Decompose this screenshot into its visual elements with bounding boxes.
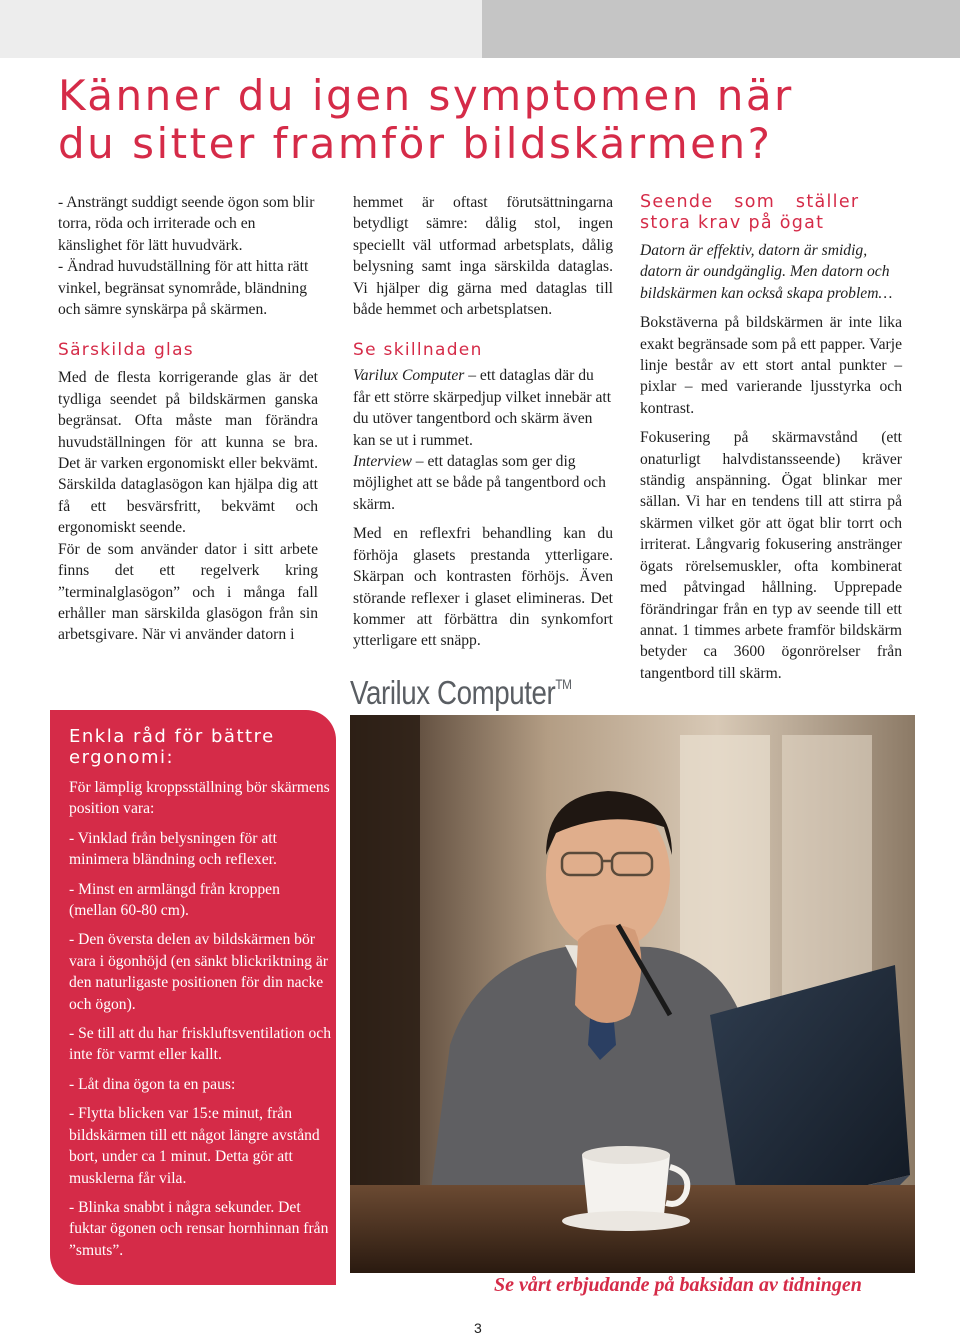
tips-title: Enkla råd för bättre ergonomi: bbox=[69, 726, 275, 768]
section-heading-special-glasses: Särskilda glas bbox=[58, 340, 194, 361]
interview-paragraph bbox=[353, 451, 613, 515]
man-hand bbox=[575, 924, 641, 1023]
symptom-posture-paragraph: - Ändrad huvudställning för att hitta rätt vinkel, begränsat synområde, bländning och sämre synskärpa på skärmen. bbox=[58, 258, 309, 319]
varilux-computer-term: Varilux Computer bbox=[353, 367, 465, 385]
tip-item: - Minst en armlängd från kroppen (mellan 60-80 cm). bbox=[69, 880, 280, 920]
tip-item: - Flytta blicken var 15:e minut, från bildskärmen till ett något längre avstånd bort, under ca 1 minut. Detta gör att musklerna får vila. bbox=[69, 1105, 320, 1187]
page-title bbox=[58, 72, 918, 168]
man-at-laptop-photo bbox=[350, 715, 915, 1273]
home-conditions-paragraph: hemmet är oftast förutsättningarna betydligt sämre: dålig stol, ingen speciellt väl utformad arbetsplats, dålig belysning samt inga särskilda dataglas. Vi hjälper dig gärna med dataglas till både hemmet och arbetsplatsen. bbox=[353, 194, 613, 319]
intro-paragraph: Datorn är effektiv, datorn är smidig, datorn är oundgänglig. Men datorn och bildskärmen kan också skapa problem… bbox=[640, 242, 893, 302]
column-1 bbox=[58, 192, 318, 646]
varilux-computer-logo bbox=[350, 674, 572, 712]
special-glasses-paragraph: Med de flesta korrigerande glas är det tydliga seendet på bildskärmen ganska begränsat. Ofta måste man förändra huvudställningen för att kunna se bra. Det är varken ergonomiskt eller bekvämt. Särskilda dataglasögon kan hjälpa dig att få ett besvärsfritt, bekvämt och ergonomiskt seende. bbox=[58, 369, 318, 537]
symptom-eyes-paragraph: - Ansträngt suddigt seende ögon som blir torra, röda och irriterade och en känslighet för lätt huvudvärk. bbox=[58, 194, 315, 254]
offer-caption: Se vårt erbjudande på baksidan av tidningen bbox=[494, 1274, 862, 1296]
interview-term: Interview bbox=[353, 453, 412, 471]
column-3 bbox=[640, 192, 902, 684]
cup-rim bbox=[582, 1146, 670, 1164]
tip-item: - Låt dina ögon ta en paus: bbox=[69, 1075, 236, 1093]
varilux-computer-text: – ett dataglas där du får ett större skärpedjup vilket innebär att du utöver tangentbord och skärm även kan se ut i rummet. bbox=[353, 367, 612, 449]
pixels-paragraph: Bokstäverna på bildskärmen är inte lika exakt begränsade som på ett papper. Varje linje består av ett stort antal punkter – pixlar – med varierande ljusstyrka och kontrast. bbox=[640, 314, 902, 417]
varilux-computer-paragraph bbox=[353, 365, 613, 451]
focusing-paragraph: Fokusering på skärmavstånd (ett onaturligt halvdistansseende) kräver ständig anspänning. Ögat blinkar mer sällan. Vi har en tendens till att stirra på skärmen vilket gör att ögat blir torrt och irriterat. Långvarig fokusering anstränger ögats rörelsemuskler, ofta kombinerat med påtvingad hållning. Upprepade förändringar från en typ av seende till ett annat. 1 timmes arbete framför bildskärm betyder ca 3600 ögonrörelser från tangentbord till skärm. bbox=[640, 429, 902, 682]
section-heading-see-difference: Se skillnaden bbox=[353, 340, 483, 361]
ergonomics-tips-box bbox=[50, 710, 336, 1285]
heading-line-1: Seende som ställer bbox=[640, 192, 860, 212]
heading-line-2: stora krav på ögat bbox=[640, 213, 825, 233]
interview-text: – ett dataglas som ger dig möjlighet att se både på tangentbord och skärm. bbox=[353, 453, 606, 513]
window-light bbox=[782, 735, 872, 1015]
tip-item: - Den översta delen av bildskärmen bör vara i ögonhöjd (en sänkt blickriktning är den naturligaste positionen för din nacke och ögon). bbox=[69, 931, 328, 1013]
section-heading-demanding-vision bbox=[640, 192, 902, 234]
trademark-mark: TM bbox=[555, 676, 572, 692]
tips-list bbox=[69, 777, 331, 1269]
page-title-line-1: Känner du igen symptomen när bbox=[58, 71, 794, 120]
column-2 bbox=[353, 192, 613, 652]
logo-text: Varilux Computer bbox=[350, 674, 556, 711]
tip-item: För lämplig kroppsställning bör skärmens position vara: bbox=[69, 779, 330, 818]
tip-item: - Se till att du har friskluftsventilation och inte för varmt eller kallt. bbox=[69, 1025, 332, 1064]
page-title-line-2: du sitter framför bildskärmen? bbox=[58, 119, 773, 168]
tip-item: - Blinka snabbt i några sekunder. Det fuktar ögonen och rensar hornhinnan från ”smuts”. bbox=[69, 1198, 329, 1259]
antireflex-paragraph: Med en reflexfri behandling kan du förhöja glasets prestanda ytterligare. Skärpan och kontrasten förhöjs. Även störande reflexer i glaset elimineras. Det kommer att förbättra din synkomfort ytterligare ett snäpp. bbox=[353, 525, 613, 650]
page-number: 3 bbox=[474, 1320, 482, 1336]
terminal-glasses-paragraph: För de som använder dator i sitt arbete finns det ett regelverk kring ”terminalglasögon” och i många fall erhåller man särskilda glasögon från sin arbetsgivare. När vi använder datorn i bbox=[58, 540, 318, 644]
top-band-light bbox=[0, 0, 482, 58]
cup-saucer bbox=[562, 1211, 690, 1231]
top-band-dark bbox=[482, 0, 960, 58]
tip-item: - Vinklad från belysningen för att minimera bländning och reflexer. bbox=[69, 829, 277, 869]
